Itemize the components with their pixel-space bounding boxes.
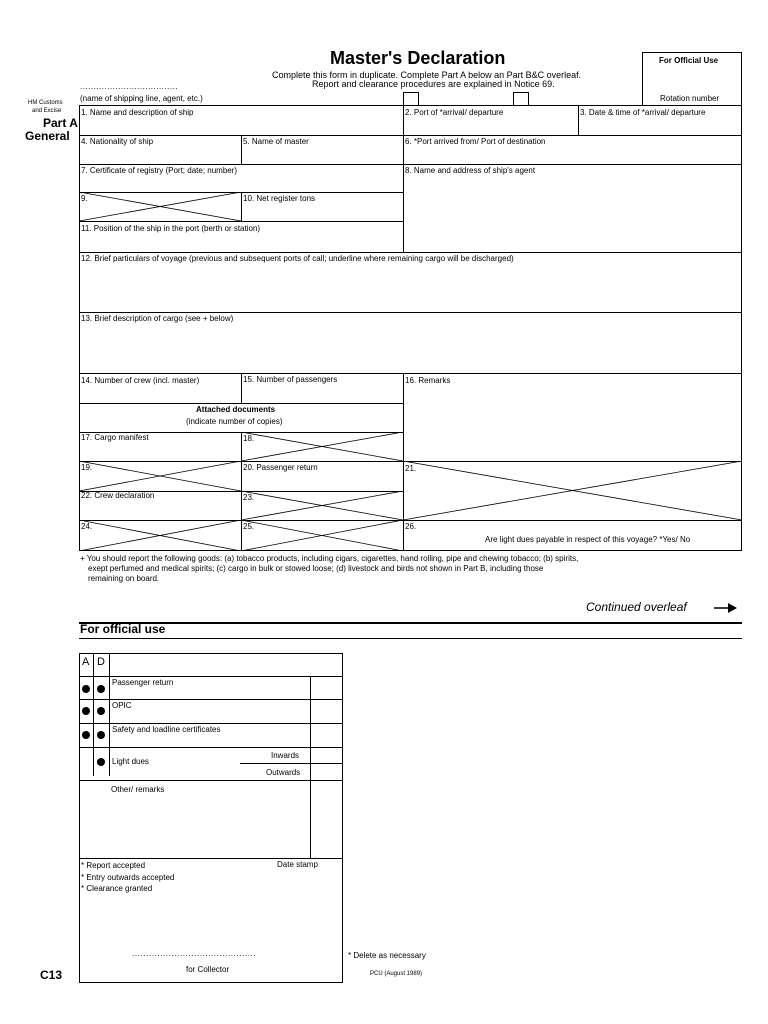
field-3-label: 3. Date & time of *arrival/ departure [580, 108, 706, 117]
pcu-date: PCU (August 1989) [370, 971, 423, 977]
part-a-label: Part A [43, 116, 78, 130]
hm-customs-line-2: and Excise [32, 108, 62, 114]
field-25-crossed [241, 520, 403, 551]
col-a-header: A [82, 656, 90, 668]
bullet-d-row3 [97, 731, 105, 739]
light-dues-inwards: Inwards [271, 751, 300, 760]
field-21-label: 21. [405, 464, 417, 473]
field-16-label: 16. Remarks [405, 376, 451, 385]
other-remarks-input[interactable] [80, 795, 309, 857]
field-19-crossed [79, 461, 241, 491]
footnote-line-1: + You should report the following goods: (a) tobacco products, including cigars, cigarettes, hand rolling, pipe and chewing tobacco; (b) spirits, [80, 554, 579, 563]
field-11-label: 11. Position of the ship in the port (berth or station) [81, 224, 261, 233]
field-13-label: 13. Brief description of cargo (see + below) [81, 314, 234, 323]
clearance-granted: * Clearance granted [81, 884, 153, 893]
field-12-label: 12. Brief particulars of voyage (previous and subsequent ports of call; underline where remaining cargo will be discharged) [81, 254, 514, 263]
report-accepted: * Report accepted [81, 861, 146, 870]
for-collector-label: for Collector [186, 965, 230, 974]
row-light-dues: Light dues [112, 757, 149, 766]
field-5-label: 5. Name of master [243, 137, 309, 146]
collector-signature-dots: ............................................ [132, 949, 257, 958]
field-18-crossed [241, 432, 403, 461]
field-1-input[interactable] [80, 118, 402, 134]
footnote-line-2: exept perfumed and medical spirits; (c) cargo in bulk or stowed loose; (d) livestock and birds not shown in Part B, including those [88, 564, 544, 573]
light-dues-outwards: Outwards [266, 768, 301, 777]
entry-outwards-accepted: * Entry outwards accepted [81, 873, 175, 882]
field-13-input[interactable] [80, 324, 741, 372]
tick-box-1[interactable] [403, 92, 419, 106]
field-3-input[interactable] [579, 118, 741, 134]
delete-as-necessary: * Delete as necessary [348, 951, 426, 960]
field-14-label: 14. Number of crew (incl. master) [81, 376, 200, 385]
shipping-line-dots: .................................... [80, 82, 179, 91]
instruction-line-1: Complete this form in duplicate. Complete Part A below an Part B&C overleaf. [272, 70, 582, 80]
instruction-line-2: Report and clearance procedures are explained in Notice 69. [312, 79, 555, 89]
official-use-rule [79, 622, 742, 624]
field-18-label: 18. [243, 434, 255, 443]
row-safety-loadline: Safety and loadline certificates [112, 725, 221, 734]
bullet-d-row2 [97, 707, 105, 715]
field-24-label: 24. [81, 522, 93, 531]
attached-documents-title: Attached documents [196, 405, 276, 414]
field-9-crossed [79, 192, 241, 221]
field-2-label: 2. Port of *arrival/ departure [405, 108, 504, 117]
field-24-crossed [79, 520, 241, 551]
other-remarks-label: Other/ remarks [111, 785, 165, 794]
field-21-crossed [403, 461, 742, 520]
field-12-input[interactable] [80, 264, 741, 311]
col-d-header: D [97, 656, 105, 668]
field-22-label: 22. Crew declaration [81, 491, 155, 500]
footnote-line-3: remaining on board. [88, 574, 160, 583]
field-10-label: 10. Net register tons [243, 194, 316, 203]
rotation-number-label: Rotation number [660, 94, 720, 103]
field-19-label: 19. [81, 463, 93, 472]
bullet-a-row3 [82, 731, 90, 739]
form-title: Master's Declaration [330, 48, 506, 68]
official-use-title: For official use [80, 622, 166, 636]
field-20-label: 20. Passenger return [243, 463, 318, 472]
hm-customs-line-1: HM Customs [28, 100, 63, 106]
row-passenger-return: Passenger return [112, 678, 174, 687]
field-7-label: 7. Certificate of registry (Port; date; number) [81, 166, 238, 175]
field-9-label: 9. [81, 194, 88, 203]
field-1-label: 1. Name and description of ship [81, 108, 194, 117]
continued-overleaf: Continued overleaf [586, 600, 687, 614]
arrow-right-icon [714, 602, 738, 614]
attached-documents-sub: (indicate number of copies) [186, 417, 283, 426]
bullet-d-row1 [97, 685, 105, 693]
tick-box-2[interactable] [513, 92, 529, 106]
field-8-label: 8. Name and address of ship's agent [405, 166, 536, 175]
field-17-label: 17. Cargo manifest [81, 433, 149, 442]
field-6-label: 6. *Port arrived from/ Port of destination [405, 137, 546, 146]
field-2-input[interactable] [404, 118, 577, 134]
form-code: C13 [40, 968, 63, 982]
field-23-crossed [241, 491, 403, 520]
bullet-a-row2 [82, 707, 90, 715]
field-15-label: 15. Number of passengers [243, 375, 338, 384]
field-25-label: 25. [243, 522, 255, 531]
bullet-a-row1 [82, 685, 90, 693]
official-use-box-title: For Official Use [659, 56, 719, 65]
date-stamp-label: Date stamp [277, 860, 318, 869]
field-16-input[interactable] [404, 386, 741, 460]
field-23-label: 23. [243, 493, 255, 502]
field-4-label: 4. Nationality of ship [81, 137, 154, 146]
field-26-label: 26. [405, 522, 417, 531]
row-opic: OPIC [112, 701, 132, 710]
general-label: General [25, 129, 70, 143]
shipping-line-caption: (name of shipping line, agent, etc.) [80, 94, 203, 103]
bullet-d-row4 [97, 758, 105, 766]
light-dues-question: Are light dues payable in respect of this voyage? *Yes/ No [485, 535, 691, 544]
